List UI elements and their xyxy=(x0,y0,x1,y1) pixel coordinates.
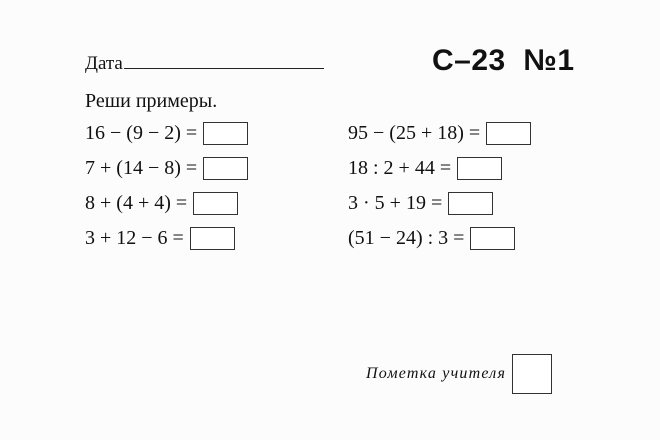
exercise-left-3 xyxy=(85,190,238,216)
date-label: Дата xyxy=(85,53,123,74)
exercise-left-2 xyxy=(85,155,248,181)
answer-box[interactable] xyxy=(203,157,248,180)
answer-box[interactable] xyxy=(193,192,238,215)
exercise-expression: (51 − 24) : 3 = xyxy=(348,227,465,249)
exercise-expression: 8 + (4 + 4) = xyxy=(85,192,188,214)
worksheet-code xyxy=(432,44,575,78)
worksheet-number: №1 xyxy=(523,44,575,77)
exercise-expression: 3 · 5 + 19 = xyxy=(348,192,443,214)
date-field xyxy=(85,50,324,77)
answer-box[interactable] xyxy=(448,192,493,215)
exercise-right-1 xyxy=(348,120,531,146)
answer-box[interactable] xyxy=(203,122,248,145)
answer-box[interactable] xyxy=(190,227,235,250)
answer-box[interactable] xyxy=(486,122,531,145)
worksheet-code-label: С–23 xyxy=(432,44,506,77)
instruction-text: Реши примеры. xyxy=(85,90,218,112)
exercise-left-1 xyxy=(85,120,248,146)
answer-box[interactable] xyxy=(470,227,515,250)
teacher-mark-box[interactable] xyxy=(512,354,552,394)
exercise-expression: 18 : 2 + 44 = xyxy=(348,157,452,179)
teacher-mark-label: Пометка учителя xyxy=(366,365,507,382)
exercise-left-4 xyxy=(85,225,235,251)
exercise-expression: 7 + (14 − 8) = xyxy=(85,157,198,179)
answer-box[interactable] xyxy=(457,157,502,180)
exercise-expression: 95 − (25 + 18) = xyxy=(348,122,481,144)
exercise-right-4 xyxy=(348,225,515,251)
exercise-expression: 3 + 12 − 6 = xyxy=(85,227,184,249)
exercise-expression: 16 − (9 − 2) = xyxy=(85,122,198,144)
exercise-right-2 xyxy=(348,155,502,181)
exercise-right-3 xyxy=(348,190,493,216)
teacher-mark xyxy=(366,354,552,394)
date-input-line[interactable] xyxy=(124,50,324,69)
